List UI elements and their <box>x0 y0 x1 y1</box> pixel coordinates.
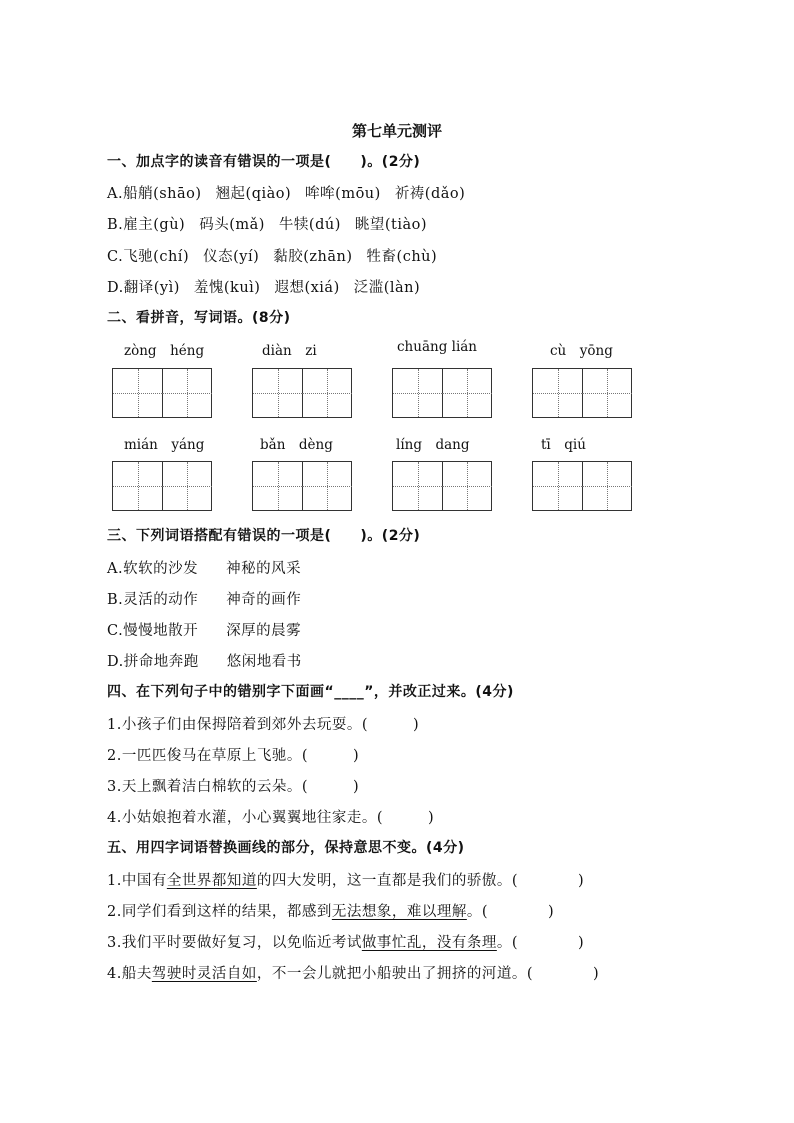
s4-item-4: 4.小姑娘抱着水灌，小心翼翼地往家走。( ) <box>107 810 435 826</box>
s1-a-3: 哞哞(mōu) <box>305 186 381 202</box>
writing-grid-2[interactable] <box>252 368 352 418</box>
pinyin-4: cù yōng <box>550 343 613 359</box>
s1-a-1: A.船艄(shāo) <box>107 186 202 202</box>
writing-grid-1[interactable] <box>112 368 212 418</box>
writing-grid-8[interactable] <box>532 461 632 511</box>
s1-option-b <box>107 213 427 234</box>
s5-1-underlined: 全世界都知道 <box>166 873 257 889</box>
s1-option-c <box>107 245 437 266</box>
s1-option-d <box>107 276 420 297</box>
writing-grid-7[interactable] <box>392 461 492 511</box>
pinyin-2: diàn zi <box>262 343 317 359</box>
s5-item-4 <box>107 962 599 983</box>
writing-grid-4[interactable] <box>532 368 632 418</box>
s4-item-2: 2.一匹匹俊马在草原上飞驰。( ) <box>107 748 360 764</box>
s1-c-4: 牲畜(chù) <box>366 249 438 265</box>
s5-4-underlined: 驾驶时灵活自如 <box>151 966 257 982</box>
s3-a-1: A.软软的沙发 <box>107 561 199 577</box>
pinyin-7: líng dang <box>396 437 470 453</box>
s3-c-1: C.慢慢地散开 <box>107 623 199 639</box>
s5-4-pre: 4.船夫 <box>107 966 152 982</box>
section-1-heading: 一、加点字的读音有错误的一项是( )。(2分) <box>107 154 421 170</box>
s5-3-underlined: 做事忙乱，没有条理 <box>361 935 497 951</box>
s5-2-post: 。( ) <box>466 904 555 920</box>
s1-c-1: C.飞驰(chí) <box>107 249 190 265</box>
s3-a-2: 神秘的风采 <box>226 561 302 577</box>
s1-d-4: 泛滥(làn) <box>353 280 421 296</box>
pinyin-3: chuāng lián <box>397 339 478 355</box>
s3-option-d <box>107 650 302 671</box>
pinyin-5: mián yáng <box>124 437 205 453</box>
s5-item-2 <box>107 900 554 921</box>
section-3-heading: 三、下列词语搭配有错误的一项是( )。(2分) <box>107 528 421 544</box>
section-4-heading: 四、在下列句子中的错别字下面画“____”，并改正过来。(4分) <box>107 684 514 700</box>
pinyin-6: bǎn dèng <box>260 437 333 453</box>
s5-1-pre: 1.中国有 <box>107 873 167 889</box>
pinyin-1: zòng héng <box>124 343 205 359</box>
s1-b-1: B.雇主(gù) <box>107 217 186 233</box>
writing-grid-6[interactable] <box>252 461 352 511</box>
s5-3-post: 。( ) <box>496 935 585 951</box>
section-2-heading: 二、看拼音，写词语。(8分) <box>107 310 291 326</box>
s5-item-1 <box>107 869 584 890</box>
s1-a-4: 祈祷(dǎo) <box>394 186 466 202</box>
s5-2-underlined: 无法想象，难以理解 <box>331 904 467 920</box>
s4-item-1: 1.小孩子们由保拇陪着到郊外去玩耍。( ) <box>107 717 420 733</box>
s3-d-1: D.拼命地奔跑 <box>107 654 199 670</box>
pinyin-8: tī qiú <box>541 437 586 453</box>
s3-option-b <box>107 588 301 609</box>
s3-d-2: 悠闲地看书 <box>226 654 302 670</box>
writing-grid-3[interactable] <box>392 368 492 418</box>
s4-item-3: 3.天上飘着洁白棉软的云朵。( ) <box>107 779 360 795</box>
s1-d-2: 羞愧(kuì) <box>193 280 261 296</box>
s5-2-pre: 2.同学们看到这样的结果，都感到 <box>107 904 332 920</box>
writing-grid-5[interactable] <box>112 461 212 511</box>
s3-option-a <box>107 557 301 578</box>
s5-3-pre: 3.我们平时要做好复习，以免临近考试 <box>107 935 362 951</box>
page-title: 第七单元测评 <box>351 122 442 140</box>
section-5-heading: 五、用四字词语替换画线的部分，保持意思不变。(4分) <box>107 840 465 856</box>
s1-d-3: 遐想(xiá) <box>274 280 340 296</box>
s1-b-3: 牛犊(dú) <box>278 217 341 233</box>
s5-1-post: 的四大发明，这一直都是我们的骄傲。( ) <box>256 873 585 889</box>
s3-c-2: 深厚的晨雾 <box>226 623 302 639</box>
s1-d-1: D.翻译(yì) <box>107 280 180 296</box>
s3-b-2: 神奇的画作 <box>226 592 302 608</box>
s1-c-2: 仪态(yí) <box>203 249 260 265</box>
s5-4-post: ，不一会儿就把小船驶出了拥挤的河道。( ) <box>256 966 600 982</box>
s5-item-3 <box>107 931 584 952</box>
s1-option-a <box>107 182 465 203</box>
s1-b-4: 眺望(tiào) <box>354 217 428 233</box>
s1-c-3: 黏胶(zhān) <box>273 249 353 265</box>
s3-b-1: B.灵活的动作 <box>107 592 199 608</box>
s1-b-2: 码头(mǎ) <box>199 217 265 233</box>
s1-a-2: 翘起(qiào) <box>215 186 292 202</box>
s3-option-c <box>107 619 301 640</box>
